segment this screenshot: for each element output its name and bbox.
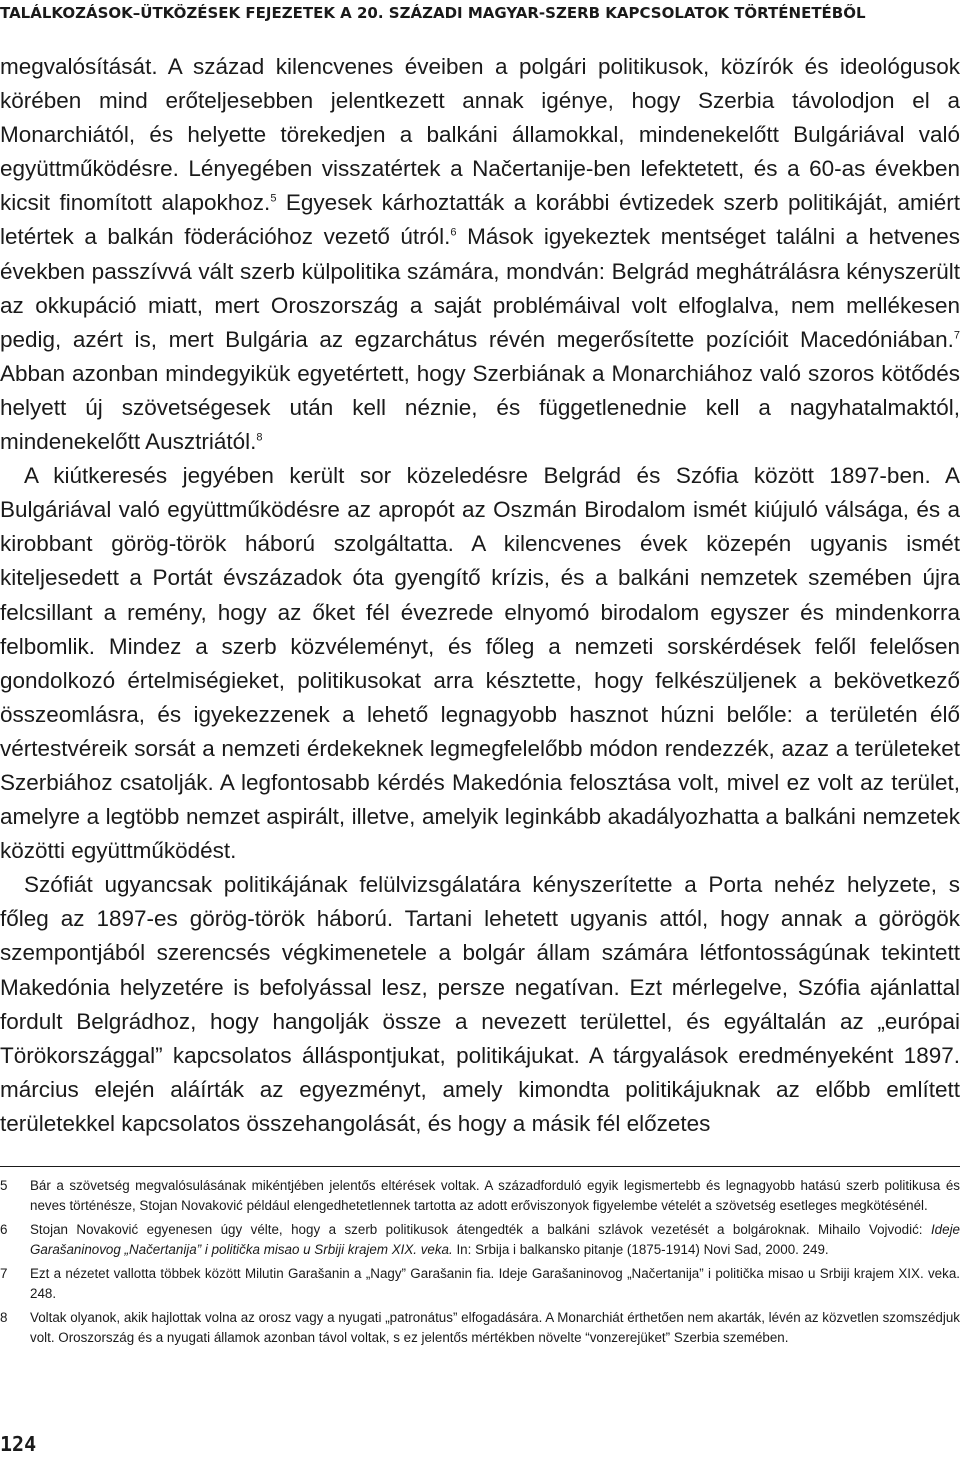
footnote-8 bbox=[0, 1308, 960, 1348]
main-text bbox=[0, 50, 960, 1141]
footnote-number: 8 bbox=[0, 1310, 8, 1325]
footnote-7 bbox=[0, 1264, 960, 1304]
footnote-separator bbox=[0, 1166, 960, 1167]
paragraph-1-part-1: megvalósítását. A század kilencvenes éveiben a polgári politikusok, közírók és ideológusok körében mind erőteljesebben jelentkezett annak igénye, hogy Szerbia távolodjon el a Monarchiától, és helyette törekedjen a balkáni államokkal, mindenekelőtt Bulgáriával való együttműködésre. Lényegében visszatértek a Načertanije-ben lefektetett, és a 60-as években kicsit finomított alapokhoz. bbox=[0, 54, 960, 216]
footnote-ref-5[interactable]: 5 bbox=[270, 192, 277, 205]
footnote-number: 5 bbox=[0, 1178, 8, 1193]
footnote-text: Bár a szövetség megvalósulásának mikéntjében jelentős eltérések voltak. A századforduló egyik legismertebb és legnagyobb hatású szerb politikusa és neves történésze, Stojan Novaković például elengedhetetlennek tartotta az adott erőviszonyok figyelembe vételét a szövetség esetleges megkötésénél. bbox=[30, 1178, 960, 1213]
footnote-6 bbox=[0, 1220, 960, 1260]
paragraph-2: A kiútkeresés jegyében került sor közeledésre Belgrád és Szófia között 1897-ben. A Bulgáriával való együttműködésre az apropót az Oszmán Birodalom ismét kiújuló válsága, és a kirobbant görög-török háború szolgáltatta. A kilencvenes évek közepén ugyanis ismét kiteljesedett a Portát évszázadok óta gyengítő krízis, és a balkáni nemzetek szemében újra felcsillant a remény, hogy az őket fél évezrede elnyomó birodalom egyszer és mindenkorra felbomlik. Mindez a szerb közvéleményt, és főleg a nemzeti sorskérdések felől felelősen gondolkozó értelmiségieket, politikusokat arra késztette, hogy felkészüljenek a bekövetkező összeomlásra, és igyekezzenek a lehető legnagyobb hasznot húzni belőle: a területén élő vértestvéreik sorsát a nemzeti érdekeknek legmegfelelőbb módon rendezzék, azaz a területeket Szerbiához csatolják. A legfontosabb kérdés Makedónia felosztása volt, mivel ez volt az terület, amelyre a legtöbb nemzet aspirált, illetve, amelyik leginkább akadályozhatta a balkáni nemzetek közötti együttműködést. bbox=[0, 463, 960, 864]
footnote-5 bbox=[0, 1176, 960, 1216]
paragraph-1-part-2: Egyesek kárhoztatták a korábbi évtizedek szerb politikáját, amiért letértek a balkán föderációhoz vezető útról. bbox=[0, 190, 960, 250]
paragraph-1 bbox=[0, 50, 960, 459]
footnote-number: 7 bbox=[0, 1266, 8, 1281]
footnote-ref-7[interactable]: 7 bbox=[953, 329, 960, 342]
footnote-text-part: Stojan Novaković egyenesen úgy vélte, hogy a szerb politikusok átengedték a balkáni szlávok vezetését a bolgároknak. Mihailo Vojvodić: bbox=[30, 1222, 931, 1237]
footnote-ref-6[interactable]: 6 bbox=[450, 226, 457, 239]
footnote-text: Ezt a nézetet vallotta többek között Milutin Garašanin a „Nagy” Garašanin fia. Ideje Garašaninovog „Načertanija” i politička misao u Srbiji krajem XIX. veka. 248. bbox=[30, 1266, 960, 1301]
footnote-italic-title: Ideje Garašaninovog „Načertanija” i politička misao u Srbiji krajem XIX. veka. bbox=[30, 1222, 960, 1257]
footnote-text: Voltak olyanok, akik hajlottak volna az orosz vagy a nyugati „patronátus” elfogadására. A Monarchiát érthetően nem akarták, lévén az közvetlen szomszédjuk volt. Oroszország és a nyugati államok azonban távol voltak, s ez jelentős mértékben növelte “vonzerejüket” Szerbia szemében. bbox=[30, 1310, 960, 1345]
running-header: TALÁLKOZÁSOK–ÜTKÖZÉSEK FEJEZETEK A 20. SZÁZADI MAGYAR-SZERB KAPCSOLATOK TÖRTÉNETÉBŐL bbox=[0, 4, 866, 22]
footnote-number: 6 bbox=[0, 1222, 8, 1237]
paragraph-3: Szófiát ugyancsak politikájának felülvizsgálatára kényszerítette a Porta nehéz helyzete, s főleg az 1897-es görög-török háború. Tartani lehetett ugyanis attól, hogy annak a görögök szempontjából szerencsés végkimenetele a bolgár állam számára létfontosságúnak tekintett Makedónia helyzetére is befolyással lesz, persze negatívan. Ezt mérlegelve, Szófia ajánlattal fordult Belgrádhoz, hogy hangolják össze a nevezett területtel, és egyáltalán az „európai Törökországgal” kapcsolatos álláspontjukat, politikájukat. A tárgyalások eredményeként 1897. március elején aláírták az egyezményt, amely kimondta politikájuknak az előbb említett területekkel kapcsolatos összehangolását, és hogy a másik fél előzetes bbox=[0, 872, 960, 1136]
page-number: 124 bbox=[0, 1432, 37, 1456]
paragraph-1-part-4: Abban azonban mindegyikük egyetértett, hogy Szerbiának a Monarchiához való szoros kötődés helyett új szövetségesek után kell néznie, és függetlenednie kell a nagyhatalmaktól, mindenekelőtt Ausztriától. bbox=[0, 360, 960, 455]
footnote-ref-8[interactable]: 8 bbox=[256, 431, 263, 444]
footnote-text bbox=[30, 1220, 960, 1260]
footnotes bbox=[0, 1176, 960, 1352]
footnote-text-part: In: Srbija i balkansko pitanje (1875-1914) Novi Sad, 2000. 249. bbox=[452, 1242, 829, 1257]
paragraph-1-part-3: Mások igyekeztek mentséget találni a hetvenes években passzívvá vált szerb külpolitika számára, mondván: Belgrád meghátrálásra kényszerült az okkupáció miatt, mert Oroszország a saját problémáival volt elfoglalva, nem mellékesen pedig, azért is, mert Bulgária az egzarchátus révén megerősítette pozícióit Macedóniában. bbox=[0, 224, 960, 352]
